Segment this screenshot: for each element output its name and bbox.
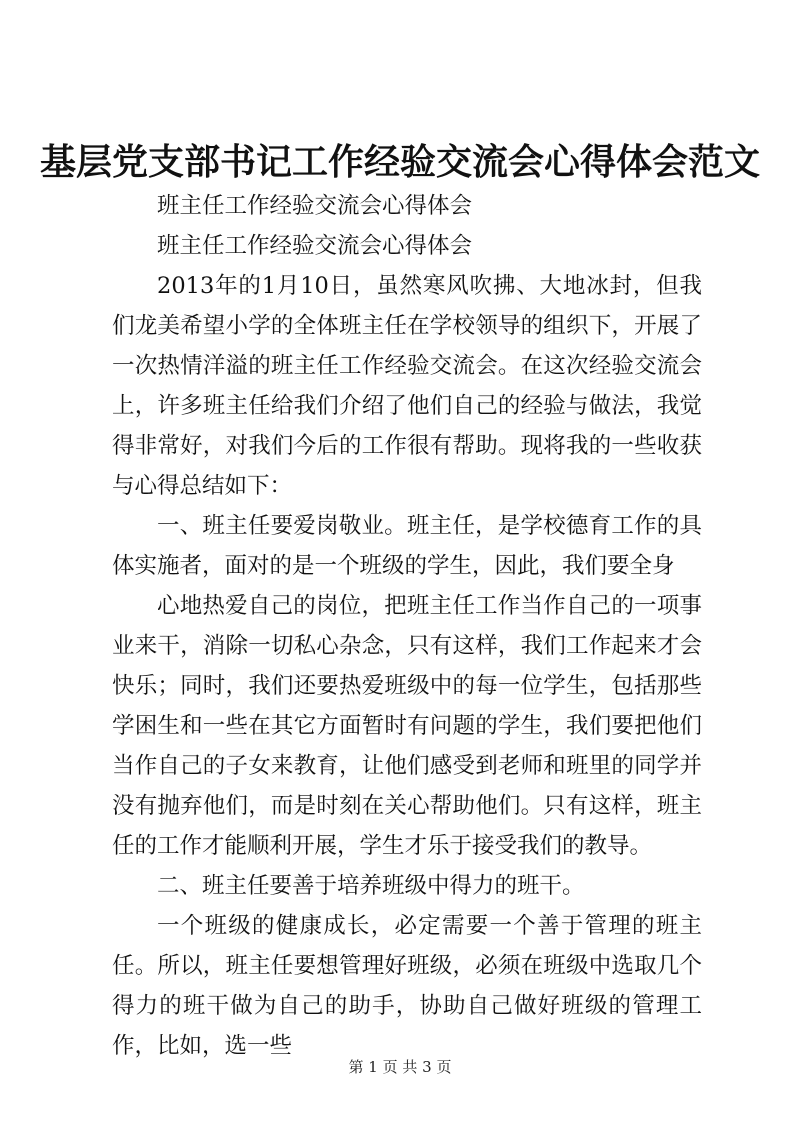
paragraph-4: 二、班主任要善于培养班级中得力的班干。 — [157, 873, 585, 899]
paragraph-5: 一个班级的健康成长，必定需要一个善于管理的班主任。所以，班主任要想管理好班级，必须在班级中选取几个得力的班干做为自己的助手，协助自己做好班级的管理工作，比如，选一些 — [112, 913, 702, 1059]
document-title: 基层党支部书记工作经验交流会心得体会范文 — [39, 141, 760, 183]
paragraph-3: 心地热爱自己的岗位，把班主任工作当作自己的一项事业来干，消除一切私心杂念，只有这样，我们工作起来才会快乐；同时，我们还要热爱班级中的每一位学生，包括那些学困生和一些在其它方面暂时有问题的学生，我们要把他们当作自己的子女来教育，让他们感受到老师和班里的同学并没有抛弃他们，而是时刻在关心帮助他们。只有这样，班主任的工作才能顺利开展，学生才乐于接受我们的教导。 — [112, 593, 702, 859]
paragraph-1: 2013年的1月10日，虽然寒风吹拂、大地冰封，但我们龙美希望小学的全体班主任在学校领导的组织下，开展了一次热情洋溢的班主任工作经验交流会。在这次经验交流会上，许多班主任给我们介绍了他们自己的经验与做法，我觉得非常好，对我们今后的工作很有帮助。现将我的一些收获与心得总结如下： — [112, 273, 702, 499]
paragraph-2: 一、班主任要爱岗敬业。班主任，是学校德育工作的具体实施者，面对的是一个班级的学生，因此，我们要全身 — [112, 513, 702, 579]
subtitle-1: 班主任工作经验交流会心得体会 — [157, 193, 473, 219]
subtitle-2: 班主任工作经验交流会心得体会 — [157, 233, 473, 259]
document-body — [112, 186, 702, 1066]
page-footer: 第 1 页 共 3 页 — [348, 1058, 452, 1076]
